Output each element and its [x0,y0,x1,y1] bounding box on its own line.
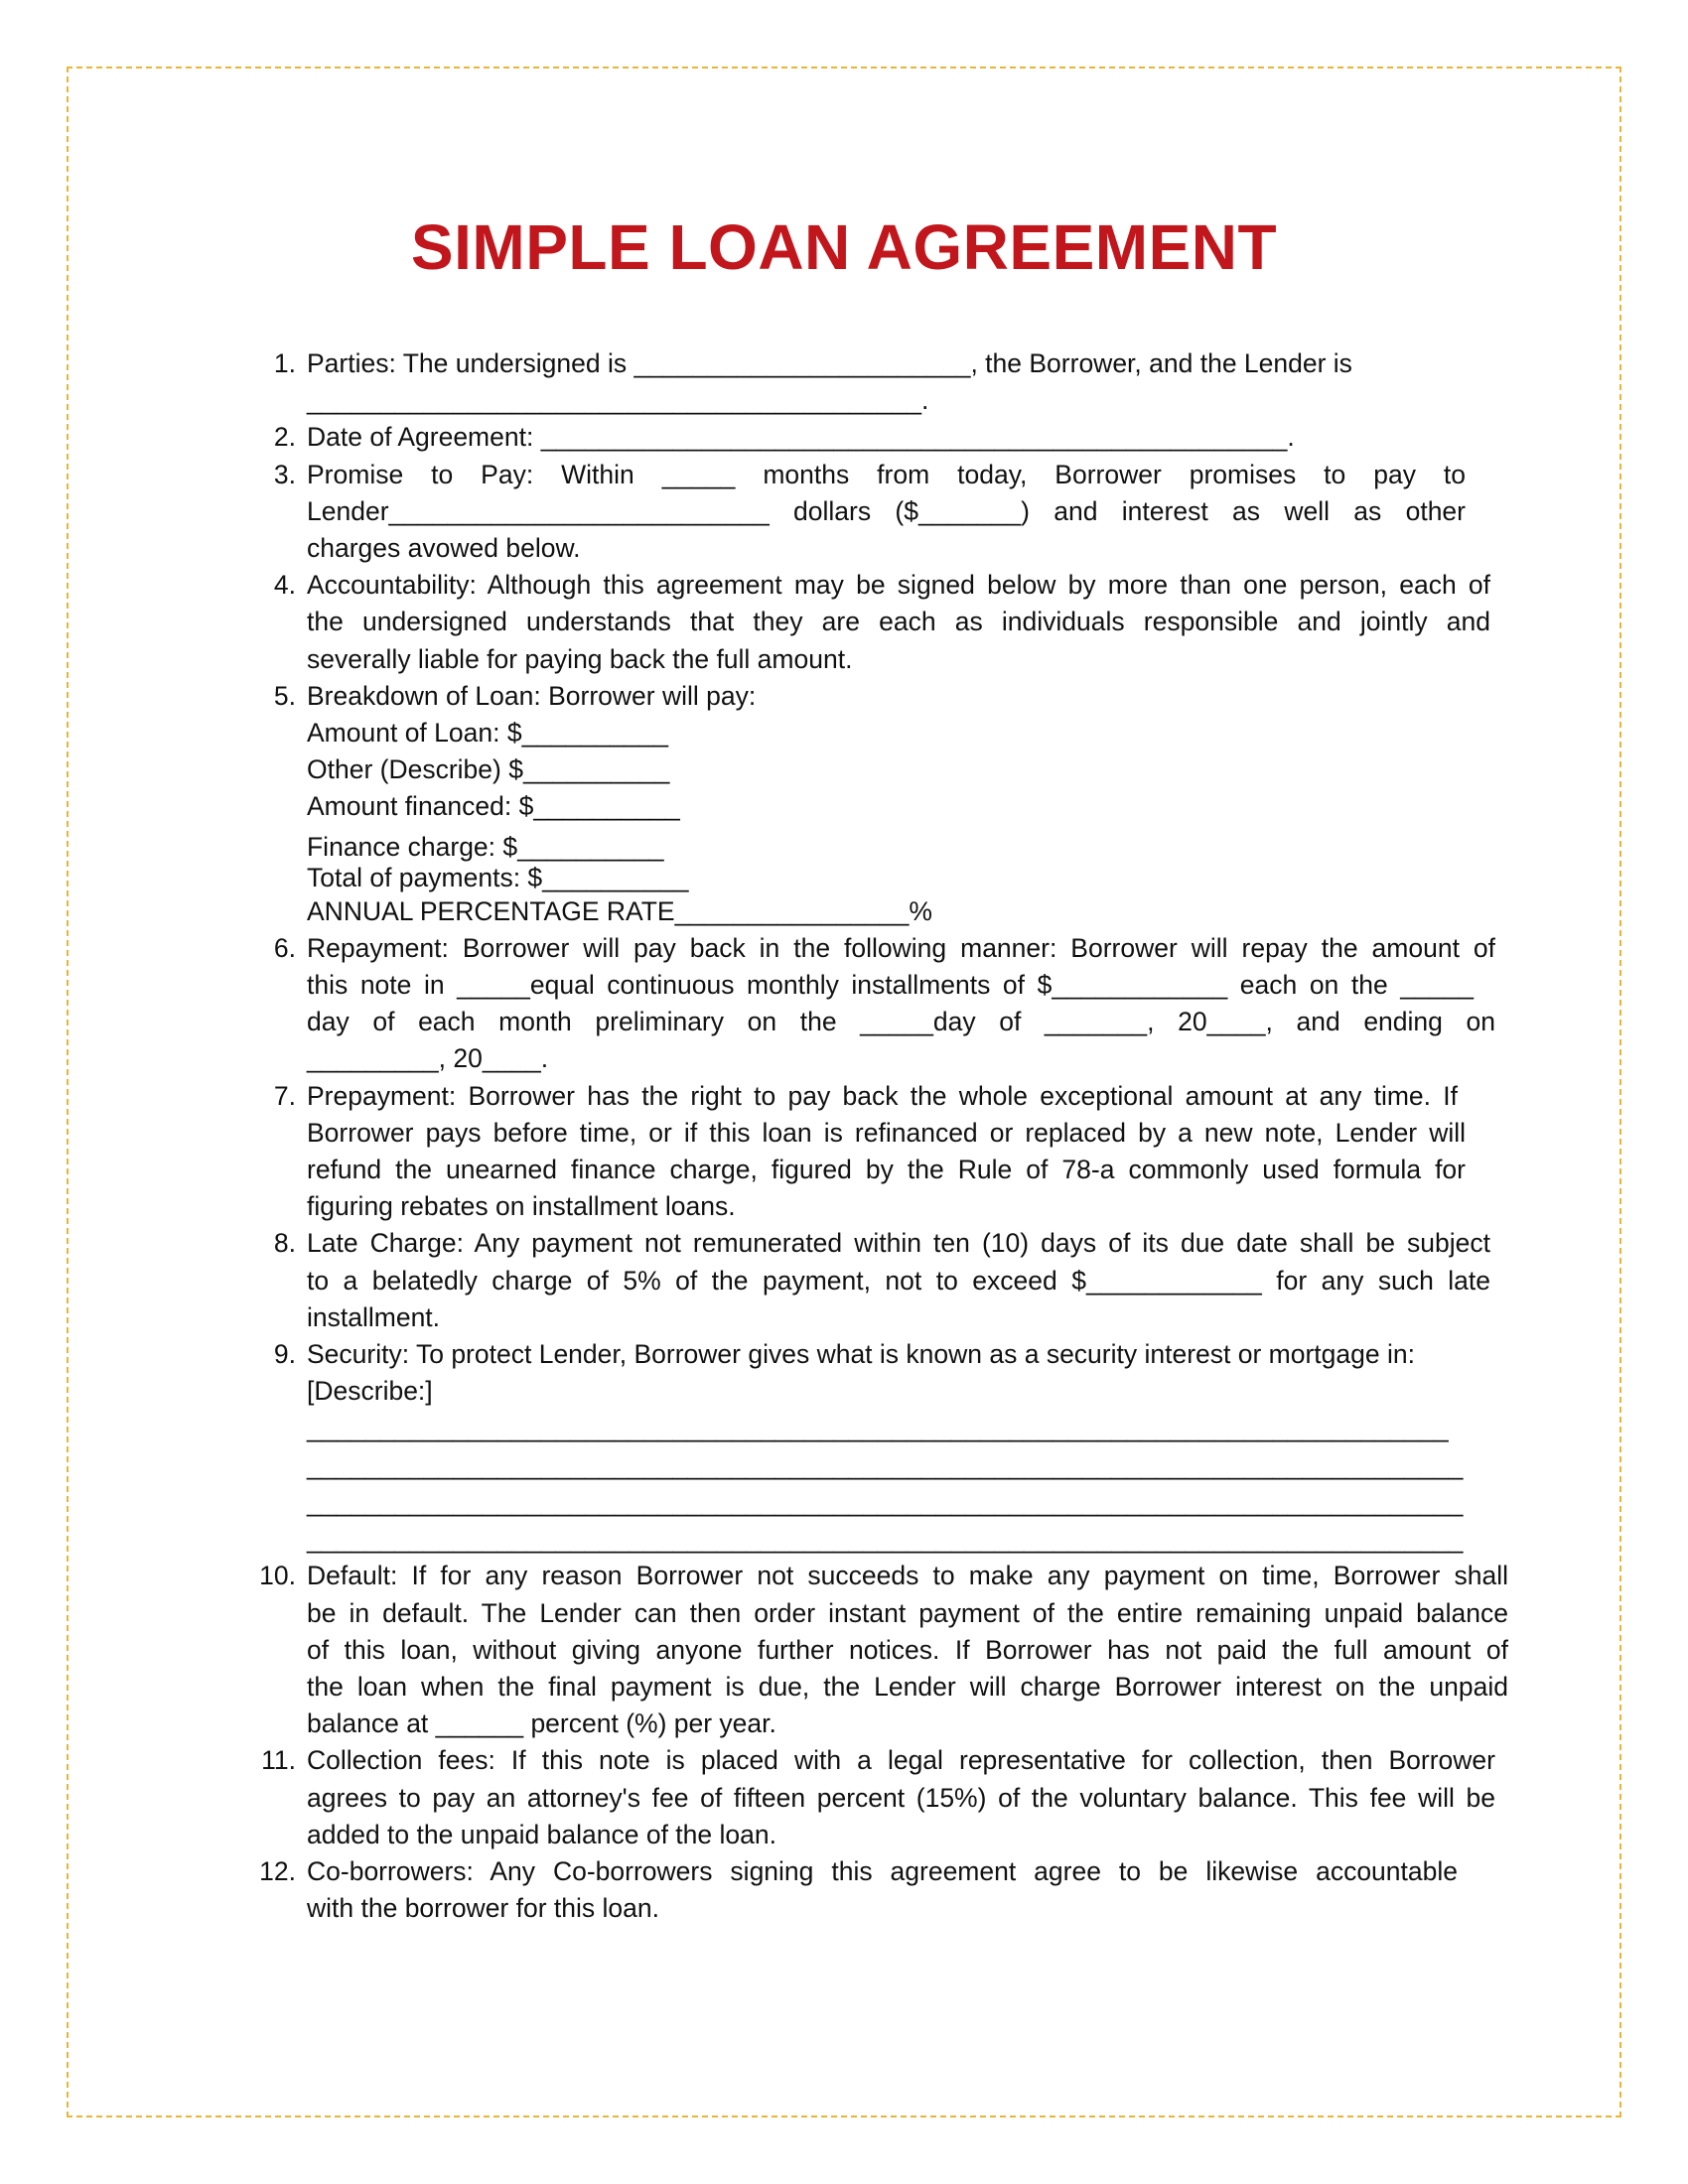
item-line: the loan when the final payment is due, the Lender will charge Borrower interest on the unpaid [307,1671,1508,1702]
item-line: to a belatedly charge of 5% of the payment, not to exceed $____________ for any such late [307,1265,1490,1296]
finance-charge-line: Finance charge: $__________ [307,831,664,862]
item-line: Prepayment: Borrower has the right to pay back the whole exceptional amount at any time. If [307,1080,1458,1111]
item-number: 1. [273,348,296,378]
item-line: with the borrower for this loan. [307,1893,659,1924]
list-item-prepayment [256,1078,1497,1226]
item-line: Promise to Pay: Within _____ months from today, Borrower promises to pay to [307,459,1466,489]
total-of-payments-line: Total of payments: $__________ [307,862,689,892]
list-item-default [256,1558,1508,1742]
item-line: Borrower pays before time, or if this loan is refinanced or replaced by a new note, Lender will [307,1117,1466,1148]
item-line: Default: If for any reason Borrower not succeeds to make any payment on time, Borrower shall [307,1561,1508,1591]
item-line: balance at ______ percent (%) per year. [307,1708,776,1739]
item-line: day of each month preliminary on the _____day of _______, 20____, and ending on [307,1007,1495,1037]
item-line: installment. [307,1301,441,1332]
security-description-line: _______________________________________________________________________________ [307,1524,1464,1555]
item-line: Parties: The undersigned is _______________________, the Borrower, and the Lender is [307,348,1352,378]
item-number: 4. [273,570,296,601]
list-item-co-borrowers [256,1853,1497,1927]
item-line: Accountability: Although this agreement may be signed below by more than one person, each of [307,570,1490,601]
item-line: Collection fees: If this note is placed with a legal representative for collection, then Borrower [307,1745,1495,1776]
item-number: 2. [273,422,296,453]
item-line: be in default. The Lender can then order instant payment of the entire remaining unpaid balance [307,1597,1508,1628]
list-item-parties [256,345,1497,419]
item-number: 6. [273,932,296,963]
item-number: 9. [273,1339,296,1370]
item-line: __________________________________________. [307,385,929,416]
item-number: 3. [273,459,296,489]
item-line: Lender__________________________ dollars ($_______) and interest as well as other [307,495,1466,526]
item-line: added to the unpaid balance of the loan. [307,1819,776,1849]
item-line: Date of Agreement: ___________________________________________________. [307,422,1295,453]
item-number: 11. [261,1745,296,1776]
item-line: figuring rebates on installment loans. [307,1191,736,1222]
item-line: Breakdown of Loan: Borrower will pay: [307,680,757,711]
agreement-list [256,345,1508,1927]
other-describe-line: Other (Describe) $__________ [307,754,670,785]
list-item-promise-to-pay [256,457,1497,568]
item-line: the undersigned understands that they are each as individuals responsible and jointly and [307,607,1490,637]
item-line: Late Charge: Any payment not remunerated within ten (10) days of its due date shall be subject [307,1228,1490,1259]
item-line: this note in _____equal continuous monthly installments of $____________ each on the _____ [307,970,1474,1001]
security-description-line: ______________________________________________________________________________ [307,1413,1449,1443]
amount-of-loan-line: Amount of Loan: $__________ [307,718,668,749]
list-item-collection-fees [256,1742,1497,1853]
item-number: 8. [273,1228,296,1259]
item-line: refund the unearned finance charge, figured by the Rule of 78-a commonly used formula for [307,1155,1466,1185]
item-line: Security: To protect Lender, Borrower gives what is known as a security interest or mortgage in: [307,1339,1415,1370]
amount-financed-line: Amount financed: $__________ [307,791,680,822]
item-number: 5. [273,680,296,711]
document-title: SIMPLE LOAN AGREEMENT [410,211,1278,283]
list-item-repayment [256,930,1497,1078]
item-line: charges avowed below. [307,533,581,564]
item-line: Co-borrowers: Any Co-borrowers signing this agreement agree to be likewise accountable [307,1855,1458,1886]
list-item-security [256,1336,1497,1558]
item-line: of this loan, without giving anyone further notices. If Borrower has not paid the full amount of [307,1634,1508,1665]
item-number: 12. [259,1855,296,1886]
list-item-date-of-agreement [256,419,1497,456]
list-item-late-charge [256,1225,1497,1336]
item-number: 10. [259,1561,296,1591]
list-item-accountability [256,567,1497,678]
annual-percentage-rate-line: ANNUAL PERCENTAGE RATE________________% [307,895,932,926]
item-line: _________, 20____. [307,1043,549,1074]
security-description-line: _______________________________________________________________________________ [307,1449,1464,1480]
item-line: [Describe:] [307,1376,433,1407]
item-line: agrees to pay an attorney's fee of fifteen percent (15%) of the voluntary balance. This fee will be [307,1782,1495,1813]
security-description-line: _______________________________________________________________________________ [307,1486,1464,1517]
list-item-breakdown-of-loan [256,678,1497,930]
item-line: Repayment: Borrower will pay back in the following manner: Borrower will repay the amount of [307,932,1495,963]
item-number: 7. [273,1080,296,1111]
item-line: severally liable for paying back the full amount. [307,643,853,674]
